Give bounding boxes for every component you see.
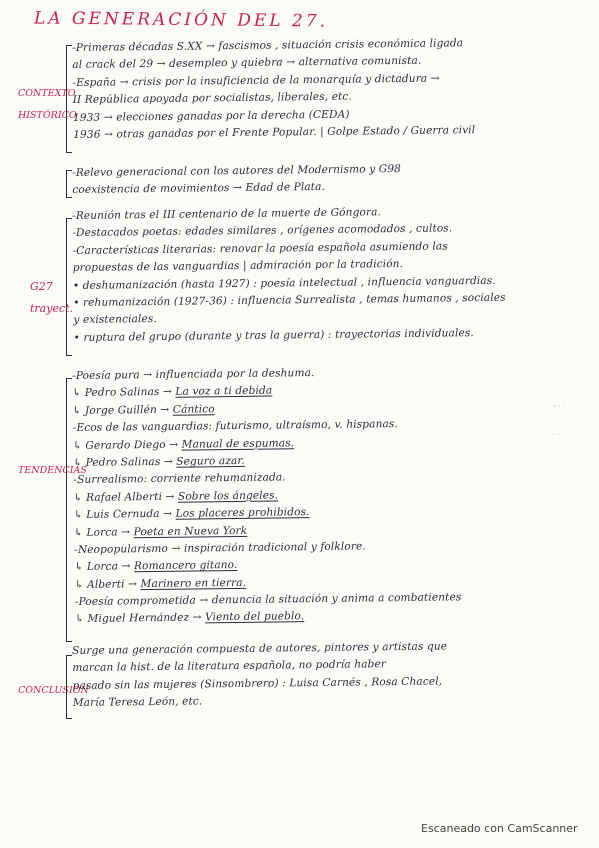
conclusion-line: María Teresa León, etc. (72, 695, 203, 710)
g27-bracket (66, 218, 72, 356)
tendencias-line-text: -Ecos de las vanguardias: futurismo, ultraísmo, v. hispanas. (72, 418, 398, 435)
context-bracket (66, 45, 72, 153)
tendencias-line-text: ↳ Luis Cernuda → (73, 507, 176, 522)
g27-label-line-1: G27 (30, 280, 53, 293)
tendencias-line-text: ↳ Miguel Hernández → (74, 611, 206, 626)
bleed-through-mark: · · (552, 430, 560, 439)
relevo-section (72, 161, 401, 200)
tendencias-line-text: ↳ Gerardo Diego → (72, 438, 182, 452)
tendencias-line-text: -Neopopularismo → inspiración tradicional y folklore. (74, 540, 366, 556)
work-title: Los placeres prohibidos. (175, 506, 310, 520)
tendencias-line-text: ↳ Jorge Guillén → (72, 403, 173, 417)
context-label-line-1: CONTEXTO (18, 88, 76, 99)
tendencias-line-text: -Surrealismo: corriente rehumanizada. (73, 471, 286, 487)
context-label-line-2: HISTÓRICO (18, 110, 77, 121)
tendencias-line-text: -Poesía pura → influenciada por la deshuma. (72, 367, 315, 382)
tendencias-section (72, 363, 462, 629)
page-title: LA GENERACIÓN DEL 27. (33, 8, 329, 32)
tendencias-line-text: ↳ Alberti → (74, 577, 141, 591)
work-title: Marinero en tierra. (140, 576, 247, 590)
tendencias-line-text: ↳ Lorca → (73, 525, 134, 539)
conclusion-label-text: CONCLUSIÓN (18, 685, 89, 696)
g27-line: -Reunión tras el III centenario de la muerte de Góngora. (72, 206, 382, 222)
g27-line: • rehumanización (1927-36) : influencia Surrealista , temas humanos , sociales (73, 291, 506, 309)
work-title: Romancero gitano. (133, 559, 238, 573)
relevo-line: coexistencia de movimientos → Edad de Plata. (72, 181, 326, 197)
tendencias-bracket (66, 378, 72, 642)
work-title: Cántico (172, 403, 215, 416)
g27-label-line-2: trayect. (30, 302, 74, 315)
tendencias-line-text: ↳ Pedro Salinas → (73, 455, 177, 469)
g27-line: • deshumanización (hasta 1927) : poesía intelectual , influencia vanguardias. (72, 274, 496, 292)
work-title: Seguro azar. (176, 454, 245, 468)
g27-section (72, 203, 506, 347)
work-title: Manual de espumas. (181, 436, 295, 451)
conclusion-line: Surge una generación compuesta de autores, pintores y artistas que (72, 640, 448, 657)
context-section (72, 35, 475, 144)
g27-line: propuestas de las vanguardias | admiración por la tradición. (72, 258, 404, 275)
tendencias-line (75, 607, 462, 629)
tendencias-label-text: TENDENCIAS (18, 465, 87, 476)
work-title: La voz a ti debida (175, 384, 273, 399)
context-line: -Primeras décadas S.XX → fascismos , situación crisis económica ligada (72, 37, 464, 54)
conclusion-bracket (66, 655, 72, 719)
g27-line: • ruptura del grupo (durante y tras la guerra) : trayectorias individuales. (73, 326, 474, 344)
scanner-watermark: Escaneado con CamScanner (421, 822, 578, 835)
context-line: II República apoyada por socialistas, liberales, etc. (72, 90, 352, 107)
work-title: Viento del pueblo. (204, 610, 305, 624)
context-line: 1936 → otras ganadas por el Frente Popular. | Golpe Estado / Guerra civil (73, 124, 476, 141)
context-line: al crack del 29 → desempleo y quiebra → alternativa comunista. (72, 55, 422, 72)
relevo-bracket (66, 170, 72, 198)
work-title: Sobre los ángeles. (177, 489, 279, 503)
conclusion-line: marcan la hist. de la literatura española, no podría haber (72, 658, 387, 675)
conclusion-line: pasado sin las mujeres (Sinsombrero) : Luisa Carnés , Rosa Chacel, (72, 675, 443, 692)
work-title: Poeta en Nueva York (133, 524, 248, 538)
relevo-line: -Relevo generacional con los autores del Modernismo y G98 (72, 162, 402, 179)
tendencias-line-text: ↳ Pedro Salinas → (72, 386, 176, 400)
g27-line: -Características literarias: renovar la poesía española asumiendo las (72, 240, 448, 257)
context-line: 1933 → elecciones ganadas por la derecha (CEDA) (72, 108, 350, 124)
bleed-through-mark: · · · · (548, 402, 566, 411)
tendencias-line-text: -Poesía comprometida → denuncia la situación y anima a combatientes (74, 591, 462, 609)
context-line: -España → crisis por la insuficiencia de la monarquía y dictadura → (72, 72, 440, 89)
g27-line: -Destacados poetas: edades similares , orígenes acomodados , cultos. (72, 222, 453, 240)
tendencias-line-text: ↳ Lorca → (74, 560, 135, 574)
g27-line: y existenciales. (73, 313, 157, 327)
conclusion-section (72, 638, 448, 712)
tendencias-line-text: ↳ Rafael Alberti → (73, 490, 179, 504)
